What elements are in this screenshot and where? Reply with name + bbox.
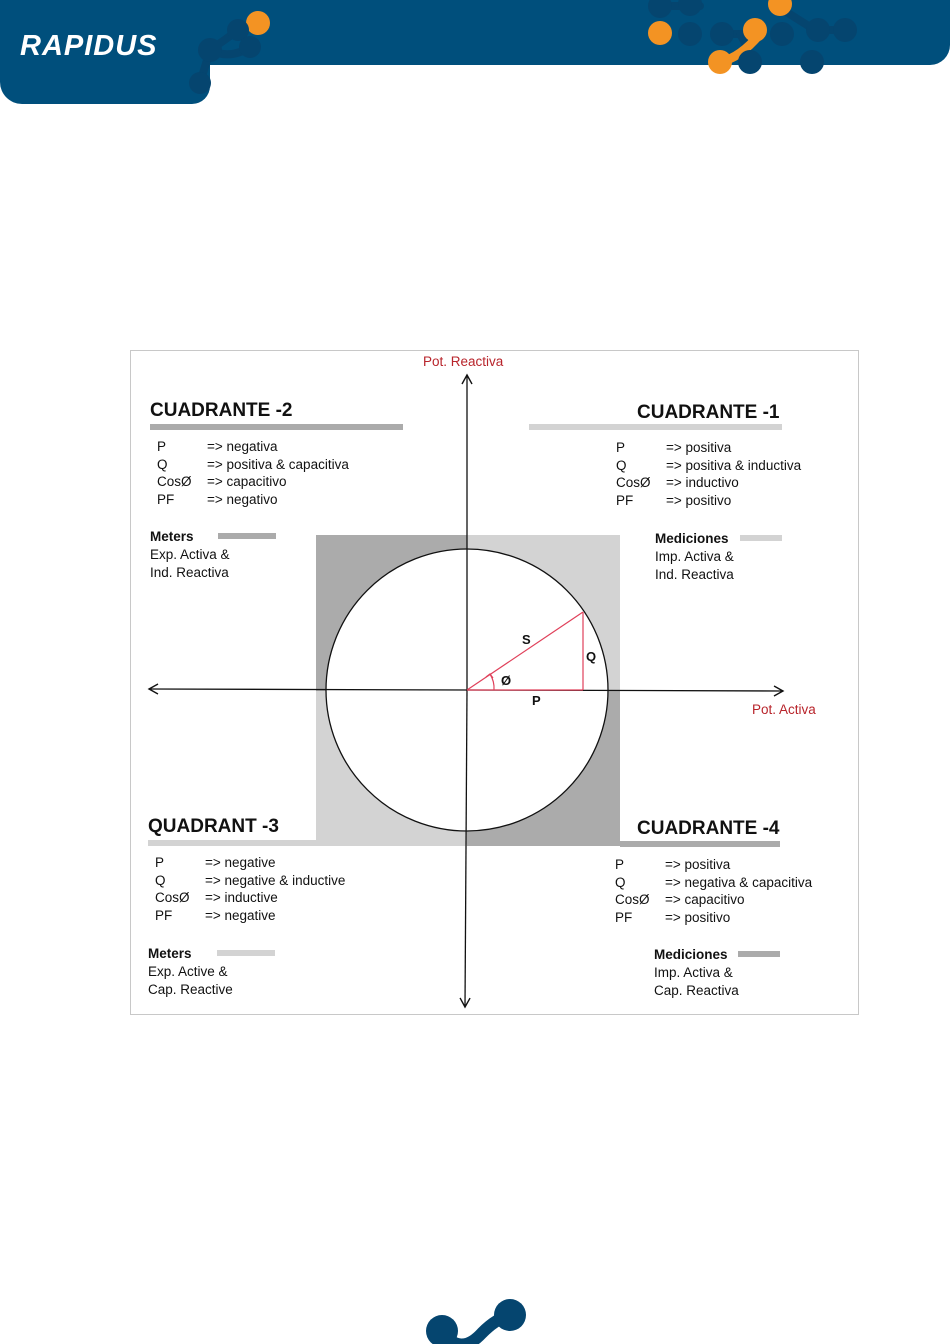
property-row: Q => negative & inductive <box>155 872 346 888</box>
s-label: S <box>522 632 531 647</box>
quadrant-4-meters <box>654 946 739 1000</box>
y-axis-label: Pot. Reactiva <box>423 354 504 369</box>
property-row: CosØ => inductivo <box>616 475 739 491</box>
meter-line: Ind. Reactiva <box>655 567 734 582</box>
property-row: Q => positiva & capacitiva <box>157 456 349 472</box>
q-label: Q <box>586 649 597 664</box>
property-row: P => negative <box>155 855 276 870</box>
meter-title: Meters <box>150 529 194 544</box>
property-row: PF => negativo <box>157 491 278 507</box>
meter-line: Cap. Reactive <box>148 982 233 997</box>
meter-line: Imp. Activa & <box>654 965 733 980</box>
quadrant-1-properties <box>616 439 801 509</box>
property-row: P => positiva <box>616 440 732 455</box>
meter-title: Mediciones <box>654 947 728 962</box>
q4-meter-swatch <box>738 951 780 957</box>
q1-title-underline <box>529 424 782 430</box>
property-row: P => negativa <box>157 439 278 454</box>
meter-line: Imp. Activa & <box>655 549 734 564</box>
meter-line: Exp. Activa & <box>150 547 230 562</box>
meter-line: Cap. Reactiva <box>654 983 739 998</box>
footer-molecule-graphic <box>420 1295 535 1344</box>
quadrant-4-title: CUADRANTE -4 <box>637 818 780 839</box>
property-row: PF => positivo <box>616 492 732 508</box>
q3-title-underline <box>148 840 316 846</box>
quadrant-3-meters <box>148 945 233 999</box>
x-axis-label: Pot. Activa <box>752 702 816 717</box>
property-row: PF => positivo <box>615 909 731 925</box>
property-row: PF => negative <box>155 907 276 923</box>
quadrant-2-meters <box>150 528 230 582</box>
quadrant-2-properties <box>157 438 349 508</box>
quadrant-4-properties <box>615 856 812 926</box>
meter-title: Mediciones <box>655 531 729 546</box>
quadrant-2-title: CUADRANTE -2 <box>150 400 293 421</box>
meter-line: Exp. Active & <box>148 964 228 979</box>
property-row: Q => positiva & inductiva <box>616 457 802 473</box>
meter-line: Ind. Reactiva <box>150 565 229 580</box>
property-row: Q => negativa & capacitiva <box>615 874 813 890</box>
property-row: CosØ => capacitivo <box>157 474 287 490</box>
rapidus-logo: RAPIDUS <box>20 30 158 62</box>
p-label: P <box>532 693 541 708</box>
quadrant-1-title: CUADRANTE -1 <box>637 402 780 423</box>
q2-title-underline <box>150 424 403 430</box>
meter-title: Meters <box>148 946 192 961</box>
phi-label: Ø <box>501 673 512 688</box>
property-row: CosØ => inductive <box>155 890 278 906</box>
q4-title-underline <box>620 841 780 847</box>
quadrant-3-title: QUADRANT -3 <box>148 816 279 837</box>
property-row: CosØ => capacitivo <box>615 892 745 908</box>
property-row: P => positiva <box>615 857 731 872</box>
quadrant-1-meters <box>655 530 734 584</box>
q1-meter-swatch <box>740 535 782 541</box>
quadrant-3-properties <box>155 854 345 924</box>
